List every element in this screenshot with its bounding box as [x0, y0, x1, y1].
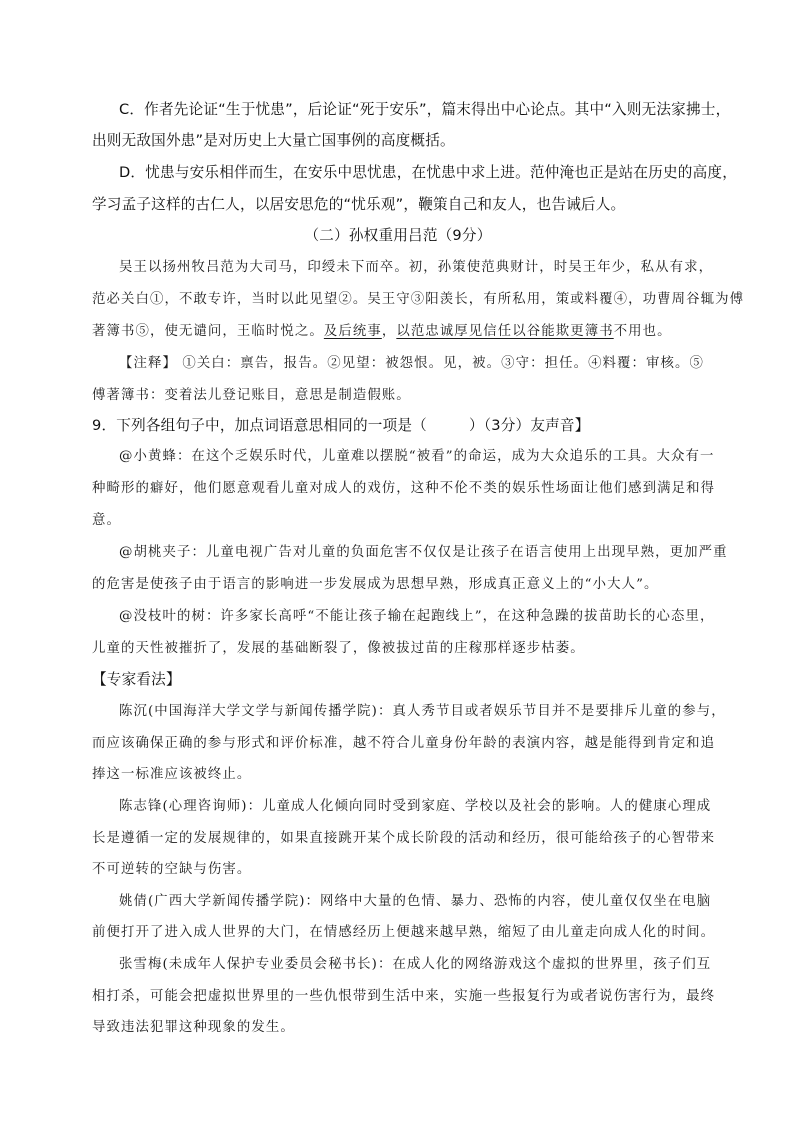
notes-line-1: [119, 354, 704, 374]
comment-1-line-1: @小黄蜂：在这个乏娱乐时代，儿童难以摆脱“被看”的命运，成为大众追乐的工具。大众有一: [119, 449, 715, 464]
option-c-line-1: C．作者先论证“生于忧患”，后论证“死于安乐”，篇末得出中心论点。其中“入则无法家拂士，: [119, 101, 731, 118]
classical-line-2: 范必关白①，不敢专许，当时以此见望②。吴王守③阳羡长，有所私用，策或料覆④，功曹周谷辄为傅: [92, 292, 745, 307]
expert-4-line-1: 张雪梅(未成年人保护专业委员会秘书长)：在成人化的网络游戏这个虚拟的世界里，孩子们互: [119, 957, 712, 972]
classical-line-3: [92, 322, 704, 342]
expert-2-line-2: 长是遵循一定的发展规律的，如果直接跳开某个成长阶段的活动和经历，很可能给孩子的心智带来: [92, 831, 716, 846]
classical-line-3-end: 不用也。: [613, 324, 672, 339]
notes-text-1: ①关白：禀告，报告。②见望：被怨恨。见，被。③守：担任。④料覆：审核。⑤: [182, 356, 704, 371]
comment-3-line-1: @没枝叶的树：许多家长高呼“不能让孩子输在起跑线上”，在这种急躁的拔苗助长的心态里，: [119, 609, 715, 624]
option-d-line-1: D．忧患与安乐相伴而生，在安乐中思忧患，在忧患中求上进。范仲淹也正是站在历史的高度，: [119, 164, 737, 181]
question-9-prefix: 9．下列各组句子中，加点词语意思相同的一项是（: [92, 417, 427, 434]
expert-heading: 【专家看法】: [92, 671, 181, 688]
comment-2-line-2: 的危害是使孩子由于语言的影响进一步发展成为思想早熟，形成真正意义上的“小大人”。: [92, 577, 659, 592]
expert-1-line-1: 陈沉(中国海洋大学文学与新闻传播学院)：真人秀节目或者娱乐节目并不是要排斥儿童的参与，: [119, 704, 726, 719]
classical-line-1: 吴王以扬州牧吕范为大司马，印绶未下而卒。初，孙策使范典财计，时吴王年少，私从有求，: [119, 260, 714, 275]
expert-2-line-3: 不可逆转的空缺与伤害。: [92, 862, 252, 877]
question-9: [92, 416, 704, 436]
underlined-phrase-2: 以范忠诚厚见信任以谷能欺更簿书: [396, 324, 614, 339]
question-9-suffix: ）（3分）友声音】: [468, 417, 590, 434]
underlined-phrase-1: 及后统事: [323, 324, 382, 339]
comment-1-line-3: 意。: [92, 513, 121, 528]
classical-line-3-mid: ，: [381, 324, 397, 339]
expert-1-line-3: 捧这一标准应该被终止。: [92, 767, 252, 782]
option-c-line-2: 出则无敌国外患”是对历史上大量亡国事例的高度概括。: [92, 132, 455, 149]
section-title: （二）孙权重用吕范（9分）: [304, 227, 492, 244]
classical-line-3-start: 著簿书⑤，使无谴问，王临时悦之。: [92, 324, 324, 339]
notes-label: 【注释】: [119, 356, 177, 371]
expert-4-line-3: 导致违法犯罪这种现象的发生。: [92, 1020, 295, 1035]
expert-4-line-2: 相打杀，可能会把虚拟世界里的一些仇恨带到生活中来，实施一些报复行为或者说伤害行为，最终: [92, 989, 716, 1004]
option-d-line-2: 学习孟子这样的古仁人，以居安思危的“忧乐观”，鞭策自己和友人，也告诫后人。: [92, 196, 626, 213]
expert-3-line-2: 前便打开了进入成人世界的大门，在情感经历上便越来越早熟，缩短了由儿童走向成人化的时间。: [92, 925, 716, 940]
comment-1-line-2: 种畸形的癖好，他们愿意观看儿童对成人的戏仿，这种不伦不类的娱乐性场面让他们感到满足和得: [92, 481, 716, 496]
expert-3-line-1: 姚倩(广西大学新闻传播学院)：网络中大量的色情、暴力、恐怖的内容，使儿童仅仅坐在电脑: [119, 894, 712, 909]
comment-3-line-2: 儿童的天性被摧折了，发展的基础断裂了，像被拔过苗的庄稼那样逐步枯萎。: [92, 641, 585, 656]
comment-2-line-1: @胡桃夹子：儿童电视广告对儿童的负面危害不仅仅是让孩子在语言使用上出现早熟，更加严重: [119, 545, 728, 560]
expert-1-line-2: 而应该确保正确的参与形式和评价标准，越不符合儿童身份年龄的表演内容，越是能得到肯定和追: [92, 736, 716, 751]
notes-line-2: 傅著簿书：变着法儿登记账目，意思是制造假账。: [92, 388, 411, 403]
expert-2-line-1: 陈志锋(心理咨询师)：儿童成人化倾向同时受到家庭、学校以及社会的影响。人的健康心理成: [119, 799, 712, 814]
